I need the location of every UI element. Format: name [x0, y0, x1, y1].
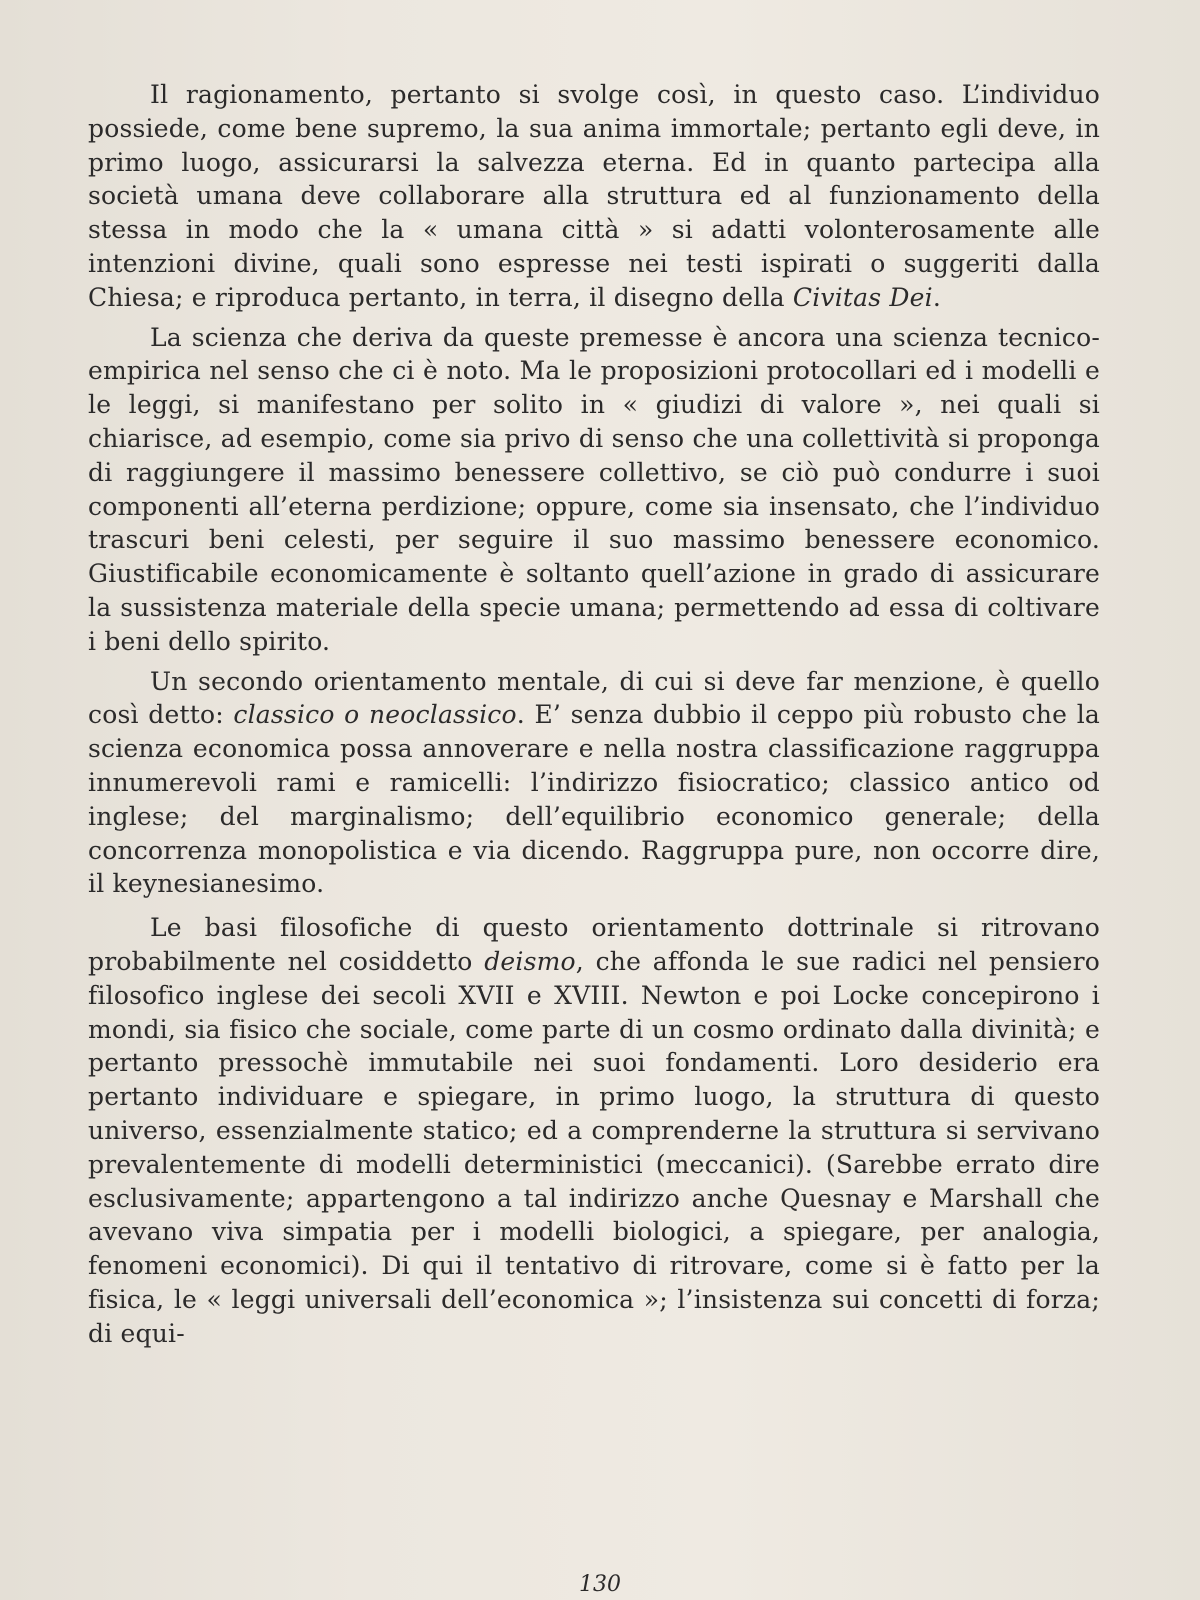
paragraph-3-part-1: Un secondo orientamento mentale, di cui si deve far menzione, è quello così detto:: [88, 666, 1100, 730]
text-body: [88, 78, 1100, 1350]
paragraph-3: [88, 665, 1100, 902]
paragraph-1: [88, 78, 1100, 315]
paragraph-1-part-1: Il ragionamento, pertanto si svolge così, in questo caso. L’individuo possiede, come bene supremo, la sua anima immortale; pertanto egli deve, in primo luogo, assicurarsi la salvezza eterna. Ed in quanto partecipa alla società umana deve collaborare alla struttura ed al funzionamento della stessa in modo che la « umana città » si adatti volonterosamente alle intenzioni divine, quali sono espresse nei testi ispirati o suggeriti dalla Chiesa; e riproduca pertanto, in terra, il disegno della: [88, 80, 1100, 312]
paragraph-2: [88, 321, 1100, 659]
paragraph-4-part-1: Le basi filosofiche di questo orientamento dottrinale si ritrovano probabilmente nel cosiddetto: [88, 913, 1100, 976]
paragraph-3-part-3: . E’ senza dubbio il ceppo più robusto che la scienza economica possa annoverare e nella nostra classificazione raggruppa innumerevoli rami e ramicelli: l’indirizzo fisiocratico; classico antico od inglese; del marginalismo; dell’equilibrio economico generale; della concorrenza monopolistica e via dicendo. Raggruppa pure, non occorre dire, il keynesianesimo.: [88, 700, 1100, 899]
paragraph-4: [88, 911, 1100, 1350]
paragraph-4-part-3: , che affonda le sue radici nel pensiero filosofico inglese dei secoli XVII e XVIII. Newton e poi Locke concepirono i mondi, sia fisico che sociale, come parte di un cosmo ordinato dalla divinità; e pertanto pressochè immutabile nei suoi fondamenti. Loro desiderio era pertanto individuare e spiegare, in primo luogo, la struttura di questo universo, essenzialmente statico; ed a comprenderne la struttura si servivano prevalentemente di modelli deterministici (meccanici). (Sarebbe errato dire esclusivamente; appartengono a tal indirizzo anche Quesnay e Marshall che avevano viva simpatia per i modelli biologici, a spiegare, per analogia, fenomeni economici). Di qui il tentativo di ritrovare, come si è fatto per la fisica, le « leggi universali dell’economica »; l’insistenza sui concetti di forza; di equi-: [88, 946, 1100, 1348]
paragraph-1-italic-civitas-dei: Civitas Dei: [792, 282, 933, 312]
page-number: 130: [579, 1572, 621, 1597]
paragraph-3-italic-classico: classico o neoclassico: [233, 700, 517, 730]
paragraph-1-part-3: .: [932, 282, 942, 312]
paragraph-2-part-1: La scienza che deriva da queste premesse è ancora una scienza tecnico-empirica nel senso che ci è noto. Ma le proposizioni protocollari ed i modelli e le leggi, si manifestano per solito in « giudizi di valore », nei quali si chiarisce, ad esempio, come sia privo di senso che una collettività si proponga di raggiungere il massimo benessere collettivo, se ciò può condurre i suoi componenti all’eterna perdizione; oppure, come sia insensato, che l’individuo trascuri beni celesti, per seguire il suo massimo benessere economico. Giustificabile economicamente è soltanto quell’azione in grado di assicurare la sussistenza materiale della specie umana; permettendo ad essa di coltivare i beni dello spirito.: [88, 322, 1100, 656]
paragraph-4-italic-deismo: deismo: [484, 946, 576, 976]
